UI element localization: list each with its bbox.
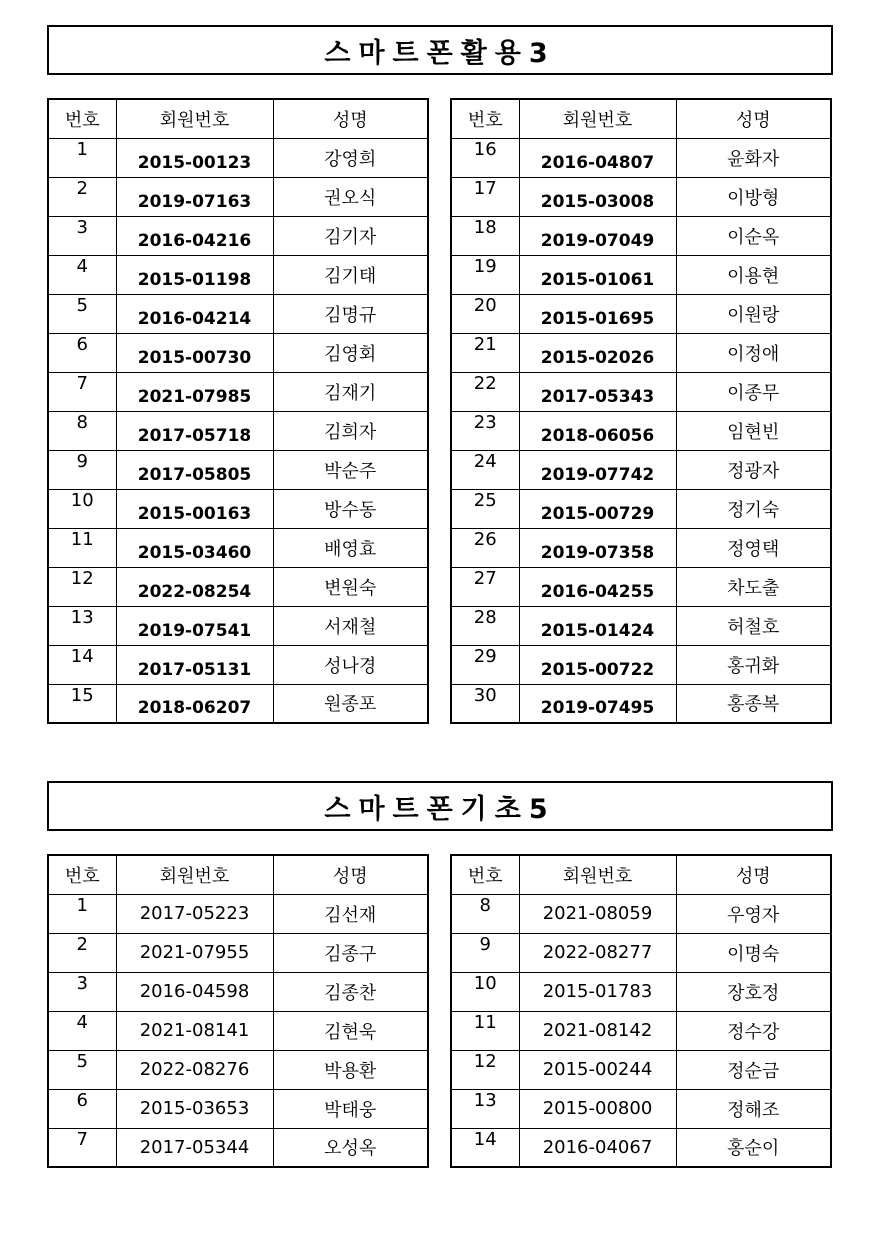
table-row <box>451 177 831 216</box>
row-number: 5 <box>48 294 116 333</box>
table-row <box>48 255 428 294</box>
member-name: 정영택 <box>676 528 831 567</box>
table-row <box>48 894 428 933</box>
member-name: 이종무 <box>676 372 831 411</box>
member-id: 2019-07049 <box>519 216 676 255</box>
row-number: 1 <box>48 894 116 933</box>
row-number: 23 <box>451 411 519 450</box>
row-number: 4 <box>48 255 116 294</box>
member-name: 강영희 <box>273 138 428 177</box>
table-row <box>48 138 428 177</box>
member-name: 변원숙 <box>273 567 428 606</box>
row-number: 12 <box>48 567 116 606</box>
row-number: 3 <box>48 216 116 255</box>
row-number: 2 <box>48 933 116 972</box>
row-number: 1 <box>48 138 116 177</box>
row-number: 11 <box>451 1011 519 1050</box>
table-row <box>451 606 831 645</box>
roster-table-left <box>47 98 429 724</box>
row-number: 7 <box>48 1128 116 1167</box>
member-name: 김현욱 <box>273 1011 428 1050</box>
table-row <box>451 1128 831 1167</box>
row-number: 11 <box>48 528 116 567</box>
member-id: 2015-01695 <box>519 294 676 333</box>
table-row <box>48 933 428 972</box>
member-name: 이순옥 <box>676 216 831 255</box>
table-row <box>48 567 428 606</box>
member-name: 이정애 <box>676 333 831 372</box>
row-number: 9 <box>48 450 116 489</box>
member-name: 권오식 <box>273 177 428 216</box>
member-id: 2015-00244 <box>519 1050 676 1089</box>
row-number: 19 <box>451 255 519 294</box>
header-row <box>48 99 428 138</box>
table-row <box>48 972 428 1011</box>
header-member-id: 회원번호 <box>116 99 273 138</box>
member-id: 2015-01061 <box>519 255 676 294</box>
member-name: 김종찬 <box>273 972 428 1011</box>
row-number: 25 <box>451 489 519 528</box>
member-id: 2015-00730 <box>116 333 273 372</box>
member-name: 김선재 <box>273 894 428 933</box>
member-name: 원종포 <box>273 684 428 723</box>
member-name: 서재철 <box>273 606 428 645</box>
row-number: 8 <box>451 894 519 933</box>
member-id: 2019-07358 <box>519 528 676 567</box>
table-row <box>451 1050 831 1089</box>
member-name: 방수동 <box>273 489 428 528</box>
member-id: 2019-07742 <box>519 450 676 489</box>
member-id: 2016-04216 <box>116 216 273 255</box>
member-id: 2015-00800 <box>519 1089 676 1128</box>
member-name: 임현빈 <box>676 411 831 450</box>
section-title: 스마트폰활용3 <box>47 25 833 75</box>
row-number: 21 <box>451 333 519 372</box>
member-name: 차도출 <box>676 567 831 606</box>
table-row <box>48 450 428 489</box>
member-id: 2019-07163 <box>116 177 273 216</box>
member-id: 2018-06207 <box>116 684 273 723</box>
table-row <box>48 489 428 528</box>
member-name: 김재기 <box>273 372 428 411</box>
header-member-id: 회원번호 <box>519 99 676 138</box>
row-number: 3 <box>48 972 116 1011</box>
row-number: 6 <box>48 1089 116 1128</box>
member-name: 윤화자 <box>676 138 831 177</box>
row-number: 16 <box>451 138 519 177</box>
member-name: 정수강 <box>676 1011 831 1050</box>
row-number: 4 <box>48 1011 116 1050</box>
table-row <box>451 528 831 567</box>
header-name: 성명 <box>273 99 428 138</box>
table-row <box>48 1089 428 1128</box>
member-id: 2015-02026 <box>519 333 676 372</box>
table-row <box>48 684 428 723</box>
table-row <box>451 567 831 606</box>
member-id: 2015-01783 <box>519 972 676 1011</box>
header-name: 성명 <box>273 855 428 894</box>
member-name: 박태웅 <box>273 1089 428 1128</box>
table-row <box>451 333 831 372</box>
member-id: 2015-00722 <box>519 645 676 684</box>
table-row <box>48 177 428 216</box>
member-name: 이용현 <box>676 255 831 294</box>
member-id: 2016-04255 <box>519 567 676 606</box>
member-id: 2022-08277 <box>519 933 676 972</box>
table-row <box>451 411 831 450</box>
header-number: 번호 <box>48 99 116 138</box>
row-number: 13 <box>48 606 116 645</box>
row-number: 29 <box>451 645 519 684</box>
member-name: 정광자 <box>676 450 831 489</box>
table-row <box>451 933 831 972</box>
table-row <box>451 645 831 684</box>
row-number: 17 <box>451 177 519 216</box>
row-number: 27 <box>451 567 519 606</box>
member-name: 장호정 <box>676 972 831 1011</box>
row-number: 15 <box>48 684 116 723</box>
row-number: 20 <box>451 294 519 333</box>
row-number: 13 <box>451 1089 519 1128</box>
member-id: 2017-05343 <box>519 372 676 411</box>
table-row <box>451 894 831 933</box>
member-id: 2022-08254 <box>116 567 273 606</box>
row-number: 8 <box>48 411 116 450</box>
table-row <box>48 1050 428 1089</box>
header-name: 성명 <box>676 855 831 894</box>
table-row <box>451 1089 831 1128</box>
row-number: 30 <box>451 684 519 723</box>
member-name: 홍종복 <box>676 684 831 723</box>
table-row <box>451 372 831 411</box>
row-number: 22 <box>451 372 519 411</box>
roster-table-right <box>450 98 832 724</box>
member-id: 2015-00123 <box>116 138 273 177</box>
header-number: 번호 <box>451 99 519 138</box>
member-id: 2019-07495 <box>519 684 676 723</box>
member-id: 2017-05223 <box>116 894 273 933</box>
header-number: 번호 <box>451 855 519 894</box>
member-id: 2015-03008 <box>519 177 676 216</box>
member-name: 배영효 <box>273 528 428 567</box>
member-name: 정순금 <box>676 1050 831 1089</box>
member-name: 이원랑 <box>676 294 831 333</box>
row-number: 6 <box>48 333 116 372</box>
member-id: 2017-05344 <box>116 1128 273 1167</box>
table-row <box>48 372 428 411</box>
table-row <box>48 1128 428 1167</box>
member-id: 2016-04067 <box>519 1128 676 1167</box>
member-id: 2022-08276 <box>116 1050 273 1089</box>
member-id: 2016-04807 <box>519 138 676 177</box>
header-member-id: 회원번호 <box>116 855 273 894</box>
member-id: 2016-04214 <box>116 294 273 333</box>
member-id: 2015-00729 <box>519 489 676 528</box>
member-id: 2021-07955 <box>116 933 273 972</box>
table-row <box>48 1011 428 1050</box>
table-row <box>48 645 428 684</box>
table-row <box>48 333 428 372</box>
member-name: 정해조 <box>676 1089 831 1128</box>
roster-table-left <box>47 854 429 1168</box>
member-name: 박순주 <box>273 450 428 489</box>
header-member-id: 회원번호 <box>519 855 676 894</box>
table-row <box>451 294 831 333</box>
header-row <box>451 855 831 894</box>
table-row <box>48 528 428 567</box>
header-number: 번호 <box>48 855 116 894</box>
member-name: 허철호 <box>676 606 831 645</box>
table-row <box>451 972 831 1011</box>
member-name: 이명숙 <box>676 933 831 972</box>
member-id: 2015-03460 <box>116 528 273 567</box>
member-id: 2018-06056 <box>519 411 676 450</box>
table-row <box>451 450 831 489</box>
member-name: 박용환 <box>273 1050 428 1089</box>
table-row <box>451 255 831 294</box>
row-number: 14 <box>48 645 116 684</box>
table-row <box>451 489 831 528</box>
row-number: 9 <box>451 933 519 972</box>
header-row <box>48 855 428 894</box>
table-row <box>48 216 428 255</box>
member-name: 김기자 <box>273 216 428 255</box>
member-id: 2019-07541 <box>116 606 273 645</box>
header-name: 성명 <box>676 99 831 138</box>
section-title: 스마트폰기초5 <box>47 781 833 831</box>
row-number: 12 <box>451 1050 519 1089</box>
row-number: 10 <box>48 489 116 528</box>
member-name: 성나경 <box>273 645 428 684</box>
member-id: 2017-05718 <box>116 411 273 450</box>
member-id: 2015-01424 <box>519 606 676 645</box>
row-number: 24 <box>451 450 519 489</box>
member-name: 김명규 <box>273 294 428 333</box>
member-name: 김종구 <box>273 933 428 972</box>
member-name: 김영회 <box>273 333 428 372</box>
roster-table-right <box>450 854 832 1168</box>
member-name: 홍귀화 <box>676 645 831 684</box>
row-number: 18 <box>451 216 519 255</box>
table-row <box>48 606 428 645</box>
table-row <box>48 411 428 450</box>
member-name: 우영자 <box>676 894 831 933</box>
member-id: 2015-03653 <box>116 1089 273 1128</box>
row-number: 10 <box>451 972 519 1011</box>
row-number: 28 <box>451 606 519 645</box>
row-number: 26 <box>451 528 519 567</box>
member-id: 2017-05131 <box>116 645 273 684</box>
member-id: 2021-08141 <box>116 1011 273 1050</box>
row-number: 5 <box>48 1050 116 1089</box>
member-id: 2021-08142 <box>519 1011 676 1050</box>
table-row <box>451 216 831 255</box>
row-number: 2 <box>48 177 116 216</box>
member-id: 2015-01198 <box>116 255 273 294</box>
member-id: 2021-07985 <box>116 372 273 411</box>
member-name: 김희자 <box>273 411 428 450</box>
member-id: 2015-00163 <box>116 489 273 528</box>
table-row <box>451 684 831 723</box>
table-row <box>451 138 831 177</box>
row-number: 14 <box>451 1128 519 1167</box>
row-number: 7 <box>48 372 116 411</box>
member-name: 김기태 <box>273 255 428 294</box>
member-name: 이방형 <box>676 177 831 216</box>
table-row <box>451 1011 831 1050</box>
header-row <box>451 99 831 138</box>
table-row <box>48 294 428 333</box>
member-name: 정기숙 <box>676 489 831 528</box>
member-name: 홍순이 <box>676 1128 831 1167</box>
member-id: 2016-04598 <box>116 972 273 1011</box>
member-name: 오성옥 <box>273 1128 428 1167</box>
member-id: 2017-05805 <box>116 450 273 489</box>
member-id: 2021-08059 <box>519 894 676 933</box>
